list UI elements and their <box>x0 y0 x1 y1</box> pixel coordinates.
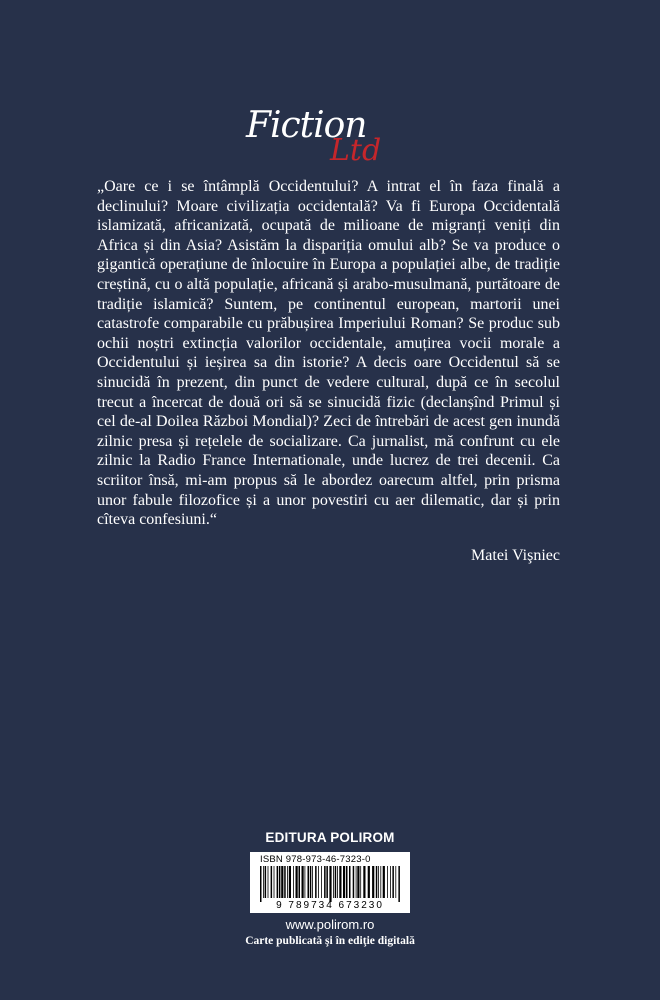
digital-edition-note: Carte publicată şi în ediţie digitală <box>245 935 415 947</box>
barcode-icon <box>260 866 400 902</box>
isbn-barcode <box>250 852 410 913</box>
ean-digits: 9 789734 673230 <box>276 900 384 911</box>
fiction-ltd-logo <box>246 105 396 170</box>
logo-fiction-word: Fiction <box>246 105 367 146</box>
isbn-text: ISBN 978-973-46-7323-0 <box>260 854 371 865</box>
publisher-name: EDITURA POLIROM <box>265 830 395 845</box>
publisher-website[interactable]: www.polirom.ro <box>285 917 375 932</box>
back-cover-blurb: „Oare ce i se întâmplă Occidentului? A intrat el în faza finală a declinului? Moare civilizația occidentală? Va fi Europa Occidentală islamizată, africanizată, ocupată de milioane de migranți veniți din Africa și din Asia? Asistăm la dispariția omului alb? Se va produce o gigantică operațiune de înlocuire în Europa a populației albe, de tradiție creștină, cu o altă populație, africană și arabo-musulmană, purtătoare de tradiție islamică? Suntem, pe continentul european, martorii unei catastrofe comparabile cu prăbușirea Imperiului Roman? Se produc sub ochii noștri extincția valorilor occidentale, amuțirea vocii morale a Occidentului și ieșirea sa din istorie? A decis oare Occidentul să se sinucidă în prezent, din punct de vedere cultural, după ce în secolul trecut a încercat de două ori să se sinucidă fizic (declanșînd Primul și cel de-al Doilea Război Mondial)? Zeci de întrebări de acest gen inundă zilnic presa și rețelele de socializare. Ca jurnalist, mă confrunt cu ele zilnic la Radio France Internationale, unde lucrez de trei decenii. Ca scriitor însă, mi-am propus să le abordez oarecum altfel, prin prisma unor fabule filozofice și a unor povestiri cu aer dilematic, dar și prin cîteva confesiuni.“ <box>97 178 560 529</box>
logo-ltd-word: Ltd <box>330 133 382 168</box>
author-name: Matei Vişniec <box>471 547 560 564</box>
